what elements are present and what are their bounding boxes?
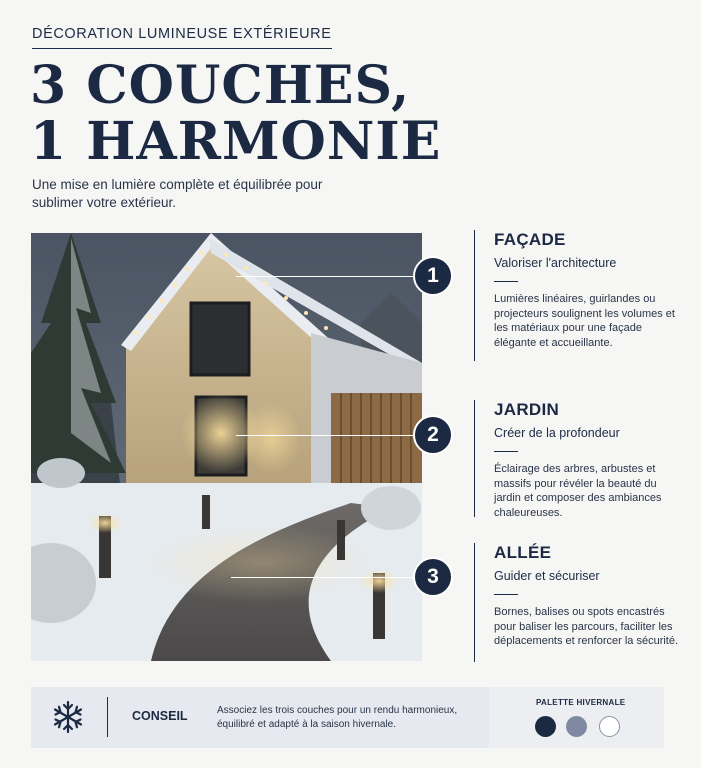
section-title: JARDIN xyxy=(494,400,560,419)
section-subtitle: Créer de la profondeur xyxy=(494,426,620,440)
section-body: Lumières linéaires, guirlandes ou projecteurs soulignent les volumes et les matériaux pour une façade élégante et accueillante. xyxy=(494,293,675,349)
section-divider xyxy=(494,594,518,595)
tip-label: CONSEIL xyxy=(132,709,188,723)
section-divider xyxy=(494,451,518,452)
page-title-line-2: 1 HARMONIE xyxy=(30,111,442,172)
section-facade xyxy=(474,230,684,361)
palette-swatch-navy xyxy=(535,716,556,737)
palette-swatch-grey xyxy=(566,716,587,737)
marker-2: 2 xyxy=(413,415,453,455)
section-body: Éclairage des arbres, arbustes et massifs pour révéler la beauté du jardin et composer des ambiances chaleureuses. xyxy=(494,463,662,519)
snowflake-icon xyxy=(51,700,85,734)
section-title: FAÇADE xyxy=(494,230,566,249)
lit-house-illustration xyxy=(31,233,422,661)
palette-label: PALETTE HIVERNALE xyxy=(536,698,626,707)
section-title: ALLÉE xyxy=(494,543,552,562)
page-subtitle: Une mise en lumière complète et équilibrée pour sublimer votre extérieur. xyxy=(32,177,323,210)
section-body: Bornes, balises ou spots encastrés pour baliser les parcours, faciliter les déplacements et renforcer la sécurité. xyxy=(494,606,679,648)
section-subtitle: Guider et sécuriser xyxy=(494,569,600,583)
section-allee xyxy=(474,543,684,662)
house-photo xyxy=(31,233,422,661)
kicker-label: DÉCORATION LUMINEUSE EXTÉRIEURE xyxy=(32,26,332,49)
section-subtitle: Valoriser l'architecture xyxy=(494,256,617,270)
leader-line-jardin xyxy=(236,435,421,436)
palette-swatch-white xyxy=(599,716,620,737)
leader-line-allee xyxy=(231,577,421,578)
tip-text: Associez les trois couches pour un rendu harmonieux, équilibré et adapté à la saison hivernale. xyxy=(217,705,458,730)
section-divider xyxy=(494,281,518,282)
section-jardin xyxy=(474,400,684,517)
marker-1: 1 xyxy=(413,256,453,296)
tip-bar xyxy=(31,687,664,748)
marker-3: 3 xyxy=(413,557,453,597)
page-title-line-1: 3 COUCHES, xyxy=(30,55,411,116)
page-title xyxy=(30,55,442,172)
palette-panel xyxy=(489,687,664,748)
tip-divider xyxy=(107,697,108,737)
leader-line-facade xyxy=(236,276,421,277)
